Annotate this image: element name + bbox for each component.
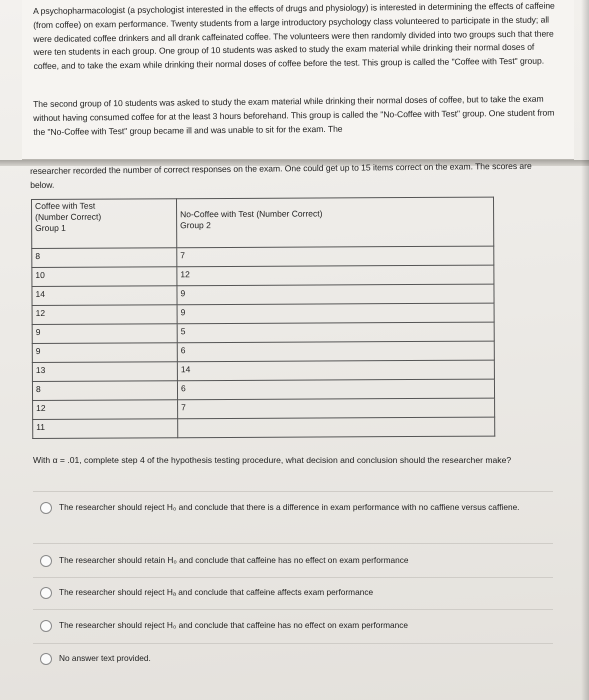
answer-option-2[interactable] <box>40 553 550 568</box>
group1-score: 13 <box>32 362 177 382</box>
col2-header-line: Group 2 <box>180 220 211 231</box>
option-label: The researcher should retain H₀ and conclude that caffeine has no effect on exam performance <box>59 555 409 565</box>
radio-button[interactable] <box>40 587 52 599</box>
table-row <box>32 284 494 305</box>
answer-option-4[interactable] <box>40 618 550 633</box>
radio-button[interactable] <box>40 620 52 632</box>
table-row <box>32 360 494 381</box>
group1-score: 9 <box>32 324 177 344</box>
option-divider <box>33 491 553 492</box>
table-row <box>32 379 494 400</box>
option-divider <box>33 543 553 544</box>
group2-score: 6 <box>177 341 494 362</box>
group2-score: 12 <box>177 265 494 286</box>
intro-paragraph-1: A psychopharmacologist (a psychologist interested in the effects of drugs and physiology) is interested in determining the effects of caffeine (from coffee) on exam performance. Twenty students from a large introductory psychology class volunteered to participate in the study; all were dedicated coffee drinkers and all drank caffeinated coffee. The volunteers were then randomly divided into two groups such that there were ten students in each group. One group of 10 students was asked to study the exam material while drinking their normal doses of coffee, and to take the exam while drinking their normal doses of coffee before the test. This group is called the "Coffee with Test" group. <box>33 0 555 72</box>
intro-paragraph-3: researcher recorded the number of correct responses on the exam. One could get up to 15 items correct on the exam. The scores are below. <box>30 160 532 190</box>
scores-table <box>31 197 495 439</box>
radio-button[interactable] <box>40 653 52 665</box>
group2-score: 5 <box>177 322 494 343</box>
option-divider <box>33 609 553 610</box>
answer-option-3[interactable] <box>40 585 550 600</box>
answer-option-1[interactable] <box>40 500 550 515</box>
table-row <box>33 398 495 419</box>
table-row <box>32 303 494 324</box>
answer-option-5[interactable] <box>40 651 550 666</box>
group1-score: 14 <box>32 286 177 306</box>
table-row <box>33 417 495 438</box>
group2-score: 9 <box>177 303 494 324</box>
group2-score <box>178 417 495 438</box>
group1-score: 9 <box>32 343 177 363</box>
option-divider <box>33 577 553 578</box>
table-row <box>32 265 494 286</box>
radio-button[interactable] <box>40 555 52 567</box>
option-label: The researcher should reject H₀ and conclude that caffeine has no effect on exam performance <box>59 620 409 630</box>
group1-score: 8 <box>32 248 177 268</box>
page-edge-shadow <box>581 0 589 700</box>
col1-header <box>32 199 177 249</box>
col2-header <box>177 197 494 248</box>
option-label: The researcher should reject Hₐ and conclude that caffeine affects exam performance <box>59 587 374 597</box>
group1-score: 10 <box>32 267 177 287</box>
table-row <box>32 341 494 362</box>
col1-header-line: Coffee with Test <box>35 200 96 211</box>
col1-header-line: (Number Correct) <box>35 211 102 222</box>
table-row <box>32 246 494 267</box>
intro-paragraph-2: The second group of 10 students was asked to study the exam material while drinking their normal doses of coffee, but to take the exam without having consumed coffee for at the least 3 hours beforehand. This group is called the "No-Coffee with Test" group. One student from the "No-Coffee with Test" group became ill and was unable to sit for the exam. The <box>33 93 555 137</box>
group1-score: 12 <box>33 400 178 420</box>
table-row <box>32 322 494 343</box>
group2-score: 9 <box>177 284 494 305</box>
question-text: With α = .01, complete step 4 of the hypothesis testing procedure, what decision and conclusion should the researcher make? <box>33 455 512 465</box>
col2-header-line: No-Coffee with Test (Number Correct) <box>180 208 323 220</box>
group2-score: 7 <box>178 398 495 419</box>
group2-score: 6 <box>177 379 494 400</box>
table-header-row <box>32 197 494 248</box>
group2-score: 7 <box>177 246 494 267</box>
col1-header-line: Group 1 <box>35 222 66 233</box>
group1-score: 11 <box>33 419 178 439</box>
group1-score: 8 <box>32 381 177 401</box>
group1-score: 12 <box>32 305 177 325</box>
radio-button[interactable] <box>40 502 52 514</box>
option-label: The researcher should reject H₀ and conclude that there is a difference in exam performance with no caffiene versus caffiene. <box>59 502 520 512</box>
group2-score: 14 <box>177 360 494 381</box>
option-divider <box>33 643 553 644</box>
option-label: No answer text provided. <box>59 653 151 663</box>
